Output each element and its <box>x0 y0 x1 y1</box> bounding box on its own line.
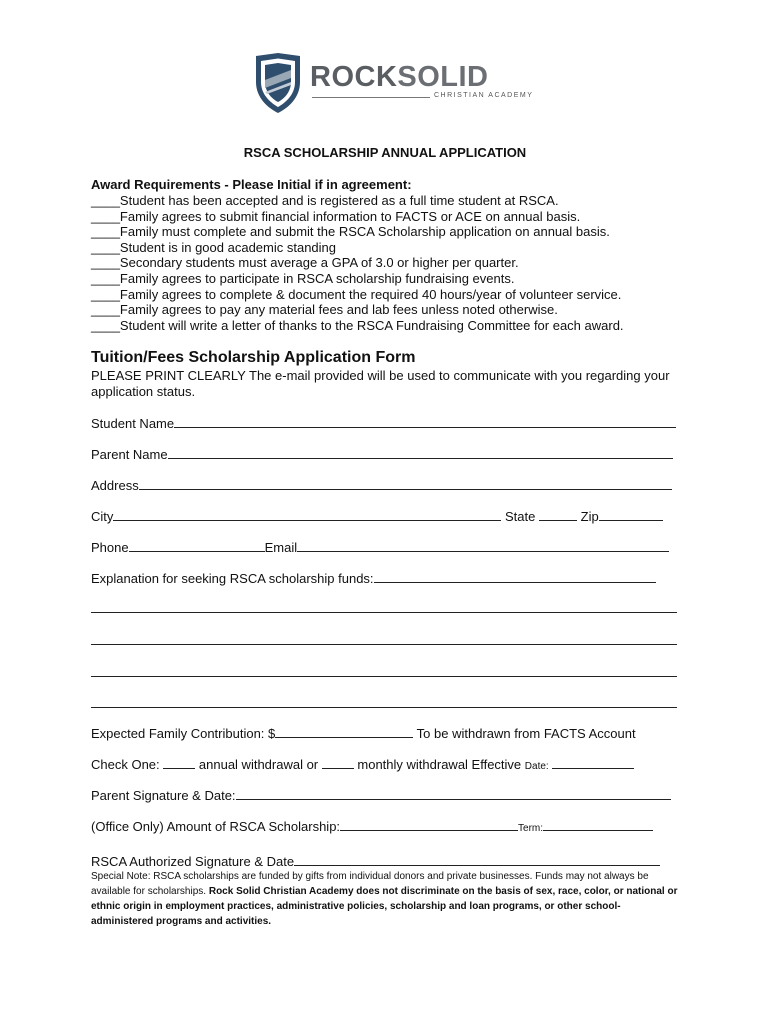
contribution-label: Expected Family Contribution: $ <box>91 726 276 741</box>
explanation-blank-line[interactable] <box>91 695 677 708</box>
address-row <box>91 477 679 493</box>
address-label: Address <box>91 478 139 493</box>
term-label: Term: <box>518 823 544 834</box>
contribution-field[interactable] <box>275 725 413 738</box>
term-field[interactable] <box>543 818 653 831</box>
page-title: RSCA SCHOLARSHIP ANNUAL APPLICATION <box>243 145 527 160</box>
authorized-signature-row <box>91 853 681 869</box>
requirement-item[interactable]: ____Family agrees to participate in RSCA scholarship fundraising events. <box>91 270 515 286</box>
requirements-list <box>91 193 691 333</box>
check-one-row <box>91 756 679 772</box>
requirement-item[interactable]: ____Student will write a letter of thanks to the RSCA Fundraising Committee for each award. <box>91 317 624 333</box>
requirements-heading: Award Requirements - Please Initial if in agreement: <box>91 177 412 192</box>
zip-label: Zip <box>580 509 599 524</box>
requirement-item[interactable]: ____Family agrees to complete & document the required 40 hours/year of volunteer service. <box>91 286 622 302</box>
requirement-item[interactable]: ____Student has been accepted and is registered as a full time student at RSCA. <box>91 193 559 208</box>
shield-icon <box>252 52 304 114</box>
parent-signature-label: Parent Signature & Date: <box>91 788 236 803</box>
special-note-text: Special Note: RSCA scholarships are funded by gifts from individual donors and private businesses. Funds may not always be available for scholarships. <box>91 871 649 897</box>
address-field[interactable] <box>139 477 672 490</box>
city-label: City <box>91 509 114 524</box>
state-field[interactable] <box>539 508 577 521</box>
parent-name-row <box>91 446 679 462</box>
student-name-field[interactable] <box>174 415 676 428</box>
email-field[interactable] <box>297 539 669 552</box>
authorized-signature-label: RSCA Authorized Signature & Date <box>91 854 295 869</box>
logo-divider <box>312 97 430 98</box>
special-note <box>91 869 681 929</box>
check-one-label: Check One: <box>91 757 160 772</box>
explanation-line <box>91 600 679 616</box>
zip-field[interactable] <box>599 508 663 521</box>
student-name-row <box>91 415 679 431</box>
authorized-signature-field[interactable] <box>294 853 660 866</box>
scholarship-amount-field[interactable] <box>340 818 518 831</box>
phone-label: Phone <box>91 540 129 555</box>
nondiscrimination-statement: Rock Solid Christian Academy does not discriminate on the basis of sex, race, color, or national or ethnic origin in employment practices, administrative policies, scholarship and loan programs, or other school-administered programs and activities. <box>91 886 678 927</box>
logo-rock: ROCK <box>310 61 398 93</box>
phone-field[interactable] <box>129 539 265 552</box>
requirement-item[interactable]: ____Family agrees to submit financial information to FACTS or ACE on annual basis. <box>91 208 581 224</box>
parent-name-field[interactable] <box>168 446 673 459</box>
explanation-label: Explanation for seeking RSCA scholarship funds: <box>91 571 374 586</box>
explanation-line <box>91 632 679 648</box>
monthly-label: monthly withdrawal Effective <box>357 757 522 772</box>
logo-wordmark <box>310 62 489 92</box>
requirement-item[interactable]: ____Family must complete and submit the RSCA Scholarship application on annual basis. <box>91 224 610 240</box>
student-name-label: Student Name <box>91 416 175 431</box>
parent-signature-field[interactable] <box>236 787 671 800</box>
effective-date-label: Date: <box>524 761 549 772</box>
logo-solid: SOLID <box>397 61 489 93</box>
annual-withdrawal-checkbox[interactable] <box>163 756 195 769</box>
annual-label: annual withdrawal or <box>198 757 319 772</box>
email-label: Email <box>264 540 298 555</box>
explanation-field[interactable] <box>374 570 656 583</box>
city-field[interactable] <box>113 508 501 521</box>
explanation-blank-line[interactable] <box>91 664 677 677</box>
explanation-row <box>91 570 679 586</box>
parent-name-label: Parent Name <box>91 447 168 462</box>
office-only-row <box>91 818 679 834</box>
form-heading: Tuition/Fees Scholarship Application Form <box>91 349 416 366</box>
withdrawn-label: To be withdrawn from FACTS Account <box>416 726 636 741</box>
parent-signature-row <box>91 787 679 803</box>
explanation-blank-line[interactable] <box>91 600 677 613</box>
state-label: State <box>505 509 536 524</box>
contribution-row <box>91 725 679 741</box>
effective-date-field[interactable] <box>552 756 634 769</box>
requirement-item[interactable]: ____Family agrees to pay any material fees and lab fees unless noted otherwise. <box>91 302 558 318</box>
logo-subtitle: CHRISTIAN ACADEMY <box>434 92 534 99</box>
explanation-line <box>91 664 679 680</box>
office-only-label: (Office Only) Amount of RSCA Scholarship: <box>91 819 341 834</box>
monthly-withdrawal-checkbox[interactable] <box>322 756 354 769</box>
form-intro: PLEASE PRINT CLEARLY The e-mail provided will be used to communicate with you regarding your application status. <box>91 368 670 399</box>
requirement-item[interactable]: ____Student is in good academic standing <box>91 239 337 255</box>
phone-email-row <box>91 539 679 555</box>
requirement-item[interactable]: ____Secondary students must average a GPA of 3.0 or higher per quarter. <box>91 255 519 271</box>
city-state-zip-row <box>91 508 679 524</box>
rocksolid-logo <box>252 52 534 118</box>
explanation-blank-line[interactable] <box>91 632 677 645</box>
explanation-line <box>91 695 679 711</box>
